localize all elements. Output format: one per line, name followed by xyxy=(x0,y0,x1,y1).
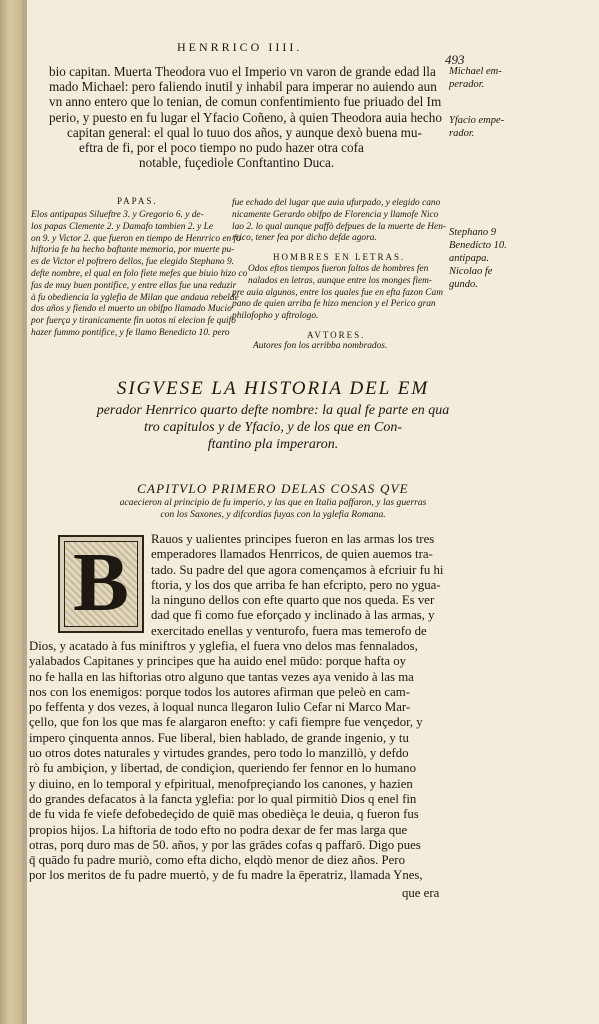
margin-note: antipapa. xyxy=(449,253,489,264)
text-line: dad que fi como fue eforçado y inclinado à las armas, y xyxy=(151,608,435,623)
text-line: mado Michael: pero faliendo inutil y inhabil para imperar no auiendo aun xyxy=(49,79,437,95)
text-line: de fu vida fe viefe defobedeçido de quiē mas obedièça le deuia, q fueron fus xyxy=(29,807,419,822)
decorated-initial xyxy=(58,535,144,633)
text-line: dos años y fiendo el muerto un obifpo llamado Mucio xyxy=(31,304,232,315)
margin-note: Michael em- xyxy=(449,66,502,77)
autores-heading: AVTORES. xyxy=(307,330,366,340)
text-line: on 9. y Victor 2. que fueron en tiempo de Henrrico en fu xyxy=(31,233,241,244)
text-line: pano de quien arriba fe hizo mencion y el Perico gran xyxy=(232,299,436,310)
history-subtitle-line: tro capitulos y de Yfacio, y de los que en Con- xyxy=(143,420,403,435)
papas-continuation xyxy=(232,198,446,245)
text-line: ftoria, y los dos que arriba fe han efcripto, pero no ygua- xyxy=(151,577,441,592)
text-line: por fuerça y tiranicamente fin uotos ni elecion fe quifo xyxy=(31,316,236,327)
text-line: los papas Clemente 2. y Damafo tambien 2. y Le xyxy=(31,221,214,232)
text-line: nicamente Gerardo obifpo de Florencia y llamofe Nico xyxy=(232,209,439,220)
margin-note: Benedicto 10. xyxy=(449,240,507,251)
history-subtitle-line: ftantino pla imperaron. xyxy=(207,437,339,452)
text-line: hiftoria fe ha hecho baftante memoria, por muerte pu- xyxy=(31,245,235,256)
text-line: es de Victor el poftrero dellos, fue elegido Stephano 9. xyxy=(31,257,234,268)
text-line: po feffenta y dos vezes, à loqual nunca llegaron Iulio Cefar ni Marco Mar- xyxy=(29,700,411,715)
text-line: vn anno entero que lo tenian, de comun confentimiento fue priuado del Im xyxy=(49,94,442,110)
papas-heading: PAPAS. xyxy=(117,196,158,206)
text-line: rò fu ambiçion, y libertad, de condiçion, queriendo fer fennor en lo humano xyxy=(29,761,416,776)
history-title: SIGVESE LA HISTORIA DEL EM xyxy=(116,378,430,399)
margin-note: perador. xyxy=(449,79,485,90)
history-subtitle-line: perador Henrrico quarto defte nombre: la qual fe parte en qua xyxy=(96,403,450,418)
text-line: propios hijos. La hiftoria de todo efto no podra dexar de fer mas larga que xyxy=(29,822,408,837)
text-line: impero çinquenta annos. Fue liberal, bien hablado, de grande ingenio, y tu xyxy=(29,730,409,745)
text-line: por los meritos de fu padre muertò, y de fu madre la ēperatriz, llamada Ynes, xyxy=(29,868,423,883)
text-line: emperadores llamados Henrricos, de quien auemos tra- xyxy=(151,547,433,562)
hombres-heading: HOMBRES EN LETRAS. xyxy=(273,252,406,262)
text-line: la ninguno dellos con efte quarto que nos queda. Es ver xyxy=(151,593,435,608)
text-line: hazer fummo pontifice, y fe llamo Benedicto 10. pero xyxy=(31,327,230,338)
text-line: perio, y puesto en fu lugar el Yfacio Coñeno, à quien Theodora auia hecho xyxy=(49,109,442,125)
top-paragraph xyxy=(49,64,479,170)
text-line: rrico, tener fea por dicho defde agora. xyxy=(232,233,377,244)
text-line: Dios, y acatado à fus miniftros y yglefia, el fuera vno delos mas fennalados, xyxy=(29,639,418,653)
text-line: otras, porq duro mas de 50. años, y por las grādes cofas q paffarō. Digo pues xyxy=(29,837,421,852)
text-line: nalados en letras, aunque entre los monges fiem- xyxy=(248,275,433,286)
catchword: que era xyxy=(402,886,440,900)
margin-note: Nicolao fe xyxy=(449,266,493,277)
chapter-subtitle-line: con los Saxones, y difcordias fuyas con la yglefia Romana. xyxy=(160,509,386,520)
text-line: eftra de fi, por el poco tiempo no pudo hazer otra cofa xyxy=(79,140,364,156)
body-paragraph xyxy=(29,639,423,884)
margin-note: Stephano 9 xyxy=(449,227,496,238)
text-line: fue echado del lugar que auia ufurpado, y elegido cano xyxy=(232,198,441,208)
text-line: Rauos y ualientes principes fueron en las armas los tres xyxy=(151,532,435,546)
text-line: nos con los enemigos: porque todos los autores afirman que peleò en cam- xyxy=(29,684,410,699)
initial-letter: B xyxy=(72,536,130,629)
text-line: philofopho y aftrologo. xyxy=(232,311,319,322)
running-head: HENRRICO IIII. xyxy=(177,40,303,54)
book-page xyxy=(27,0,599,1024)
text-line: Elos antipapas Silueftre 3. y Gregorio 6. y de- xyxy=(31,210,204,220)
text-line: Odos eftos tiempos fueron faltos de hombres fen xyxy=(248,264,429,274)
margin-note: rador. xyxy=(449,128,475,139)
text-line: bio capitan. Muerta Theodora vuo el Imperio vn varon de grande edad lla xyxy=(49,64,436,79)
text-line: yalabados Capitanes y principes que ha auido enel mūdo: porque hafta oy xyxy=(29,654,407,669)
text-line: fas de muy buen pontifice, y entre ellas fue una reduzir xyxy=(31,280,237,291)
text-line: tado. Su padre del que agora començamos à efcriuir fu hi xyxy=(151,562,444,577)
margin-note: Yfacio empe- xyxy=(449,115,505,126)
text-line: uo otros dotes naturales y virtudes grandes, pero todo lo manzillò, y defdo xyxy=(29,746,409,761)
text-line: pre auia algunos, entre los quales fue en efta fazon Cam xyxy=(232,287,444,298)
margin-note: gundo. xyxy=(449,279,478,290)
chapter-subtitle-line: acaecieron al principio de fu imperio, y las que en Italia paffaron, y las guerras xyxy=(119,497,427,508)
folio-number: 493 xyxy=(445,52,465,67)
autores-line: Autores fon los arribba nombrados. xyxy=(253,341,388,351)
chapter-title: CAPITVLO PRIMERO DELAS COSAS QVE xyxy=(137,481,409,496)
text-line: lao 2. lo qual aunque paffò defpues de la muerte de Hen- xyxy=(232,221,447,232)
text-line: notable, fuçediole Conftantino Duca. xyxy=(139,155,335,171)
papas-column xyxy=(31,210,247,340)
text-line: no fe halla en las hiftorias otro alguno que tantas vezes aya venido à las ma xyxy=(29,669,414,684)
body-side-column xyxy=(151,532,443,639)
text-line: exercitado enellas y venturofo, fuera mas temerofo de xyxy=(151,623,427,638)
text-line: defte nombre, el qual en folo fiete mefes que biuio hizo co xyxy=(31,268,248,279)
text-line: y diuino, en lo temporal y efpiritual, menofpreçiando los canones, y hazien xyxy=(29,776,413,791)
text-line: do grandes defacatos à la fancta yglefia: por lo qual pirmitiò Dios q enel fin xyxy=(29,791,417,806)
text-line: çello, que fon los que mas fe alargaron enefto: y cafi fiempre fue vençedor, y xyxy=(29,715,423,730)
text-line: capitan general: el qual lo tuuo dos años, y aunque dexò buena mu- xyxy=(67,124,422,140)
text-line: q̄ quādo fu padre muriò, como efta dicho, elqdò menor de diez años. Pero xyxy=(29,853,405,868)
text-line: à fu obediencia la yglefia de Milan que andaua rebelde xyxy=(31,292,239,303)
hombres-column xyxy=(232,264,443,323)
